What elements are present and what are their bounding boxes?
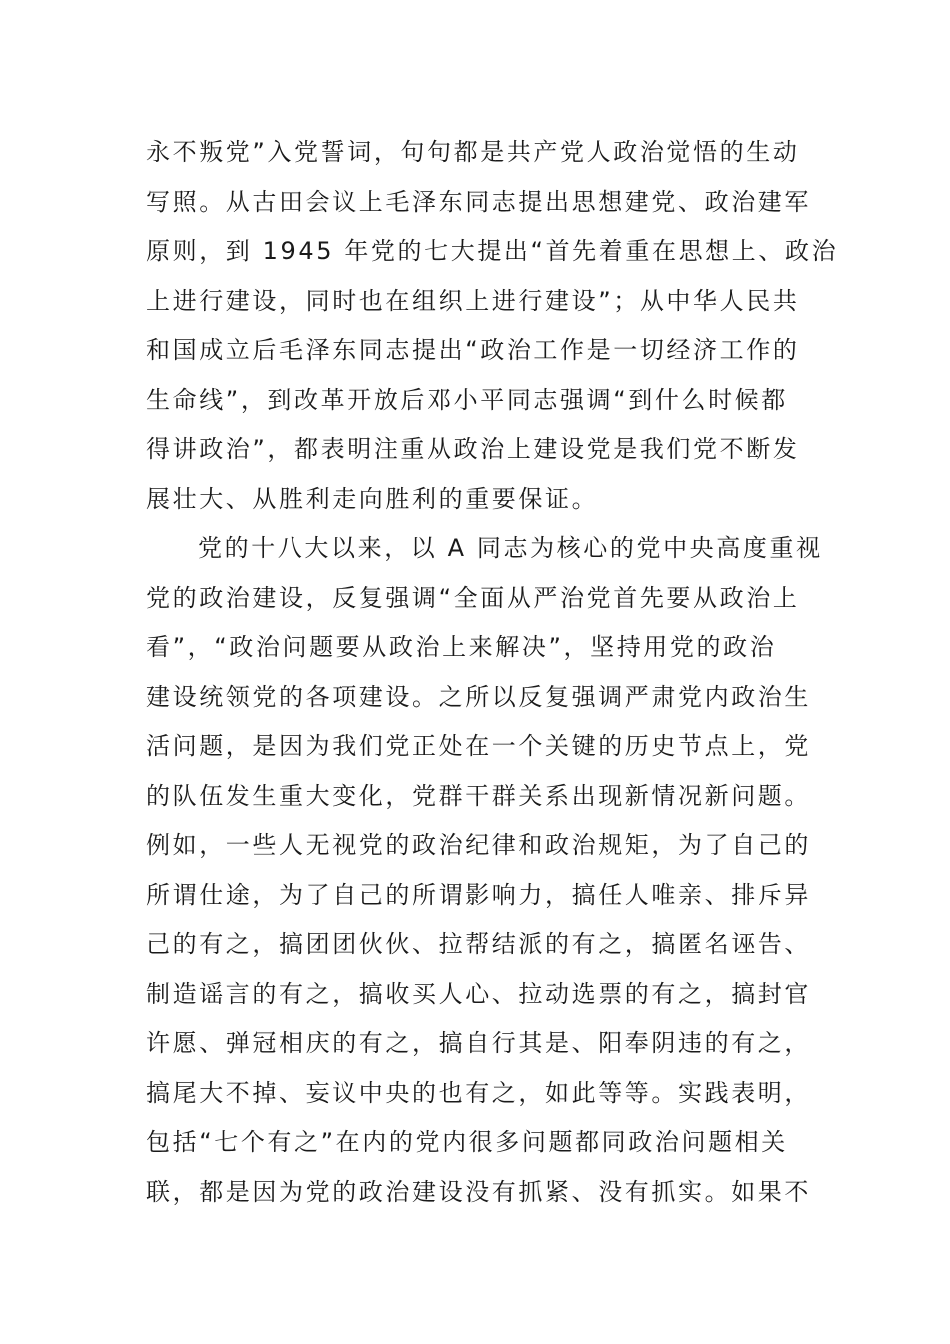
text-line: 得讲政治”，都表明注重从政治上建设党是我们党不断发 bbox=[146, 435, 800, 463]
paragraph-2 bbox=[146, 524, 823, 1217]
text-line: 展壮大、从胜利走向胜利的重要保证。 bbox=[146, 484, 599, 513]
text-line: 许愿、弹冠相庆的有之，搞自行其是、阳奉阴违的有之， bbox=[146, 1029, 811, 1057]
text-line: 联，都是因为党的政治建设没有抓紧、没有抓实。如果不 bbox=[146, 1177, 811, 1206]
text-line: 制造谣言的有之，搞收买人心、拉动选票的有之，搞封官 bbox=[146, 979, 811, 1008]
text-line: 生命线”，到改革开放后邓小平同志强调“到什么时候都 bbox=[146, 385, 788, 414]
text-line: 的队伍发生重大变化，党群干群关系出现新情况新问题。 bbox=[146, 781, 811, 810]
text-line: 原则，到 1945 年党的七大提出“首先着重在思想上、政治 bbox=[146, 237, 839, 265]
text-line: 永不叛党”入党誓词，句句都是共产党人政治觉悟的生动 bbox=[146, 138, 800, 166]
document-body bbox=[146, 128, 839, 1217]
text-line: 写照。从古田会议上毛泽东同志提出思想建党、政治建军 bbox=[146, 187, 811, 216]
text-line: 看”，“政治问题要从政治上来解决”，坚持用党的政治 bbox=[146, 633, 777, 661]
text-line: 党的政治建设，反复强调“全面从严治党首先要从政治上 bbox=[146, 583, 800, 612]
text-line: 搞尾大不掉、妄议中央的也有之，如此等等。实践表明， bbox=[146, 1078, 811, 1107]
text-line: 活问题，是因为我们党正处在一个关键的历史节点上，党 bbox=[146, 732, 811, 760]
text-line: 例如，一些人无视党的政治纪律和政治规矩，为了自己的 bbox=[146, 831, 811, 859]
text-line: 所谓仕途，为了自己的所谓影响力，搞任人唯亲、排斥异 bbox=[146, 880, 811, 909]
text-line: 己的有之，搞团团伙伙、拉帮结派的有之，搞匿名诬告、 bbox=[146, 930, 811, 958]
text-line: 和国成立后毛泽东同志提出“政治工作是一切经济工作的 bbox=[146, 336, 800, 364]
paragraph-1 bbox=[146, 128, 839, 524]
text-line: 上进行建设，同时也在组织上进行建设”；从中华人民共 bbox=[146, 286, 800, 315]
text-line: 包括“七个有之”在内的党内很多问题都同政治问题相关 bbox=[146, 1128, 788, 1156]
text-line: 党的十八大以来，以 A 同志为核心的党中央高度重视 bbox=[198, 534, 823, 562]
text-line: 建设统领党的各项建设。之所以反复强调严肃党内政治生 bbox=[146, 682, 811, 711]
